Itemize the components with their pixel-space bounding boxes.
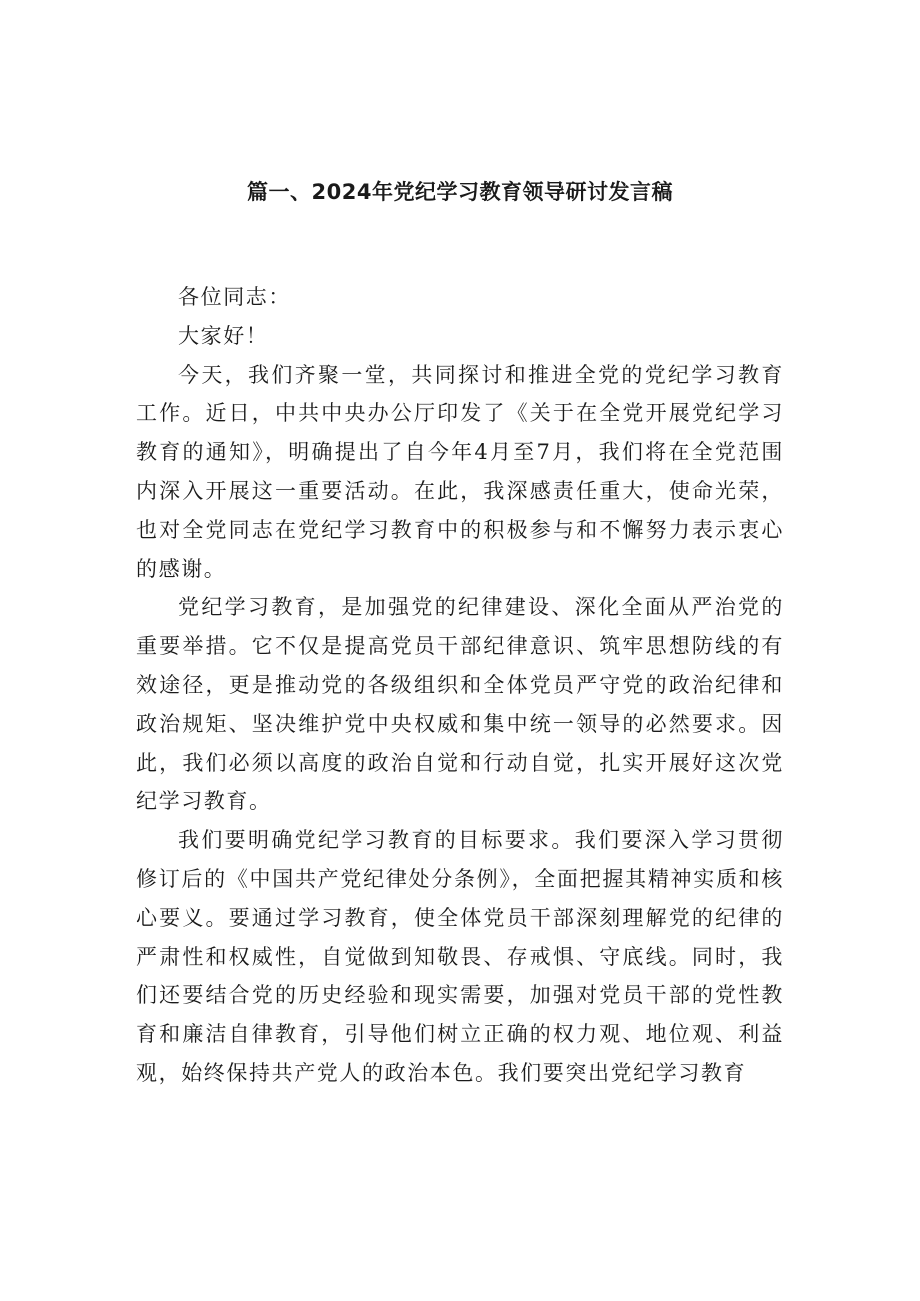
body-paragraph: 今天，我们齐聚一堂，共同探讨和推进全党的党纪学习教育工作。近日，中共中央办公厅印发了《关于在全党开展党纪学习教育的通知》，明确提出了自今年4月至7月，我们将在全党范围内深入开展这一重要活动。在此，我深感责任重大，使命光荣，也对全党同志在党纪学习教育中的积极参与和不懈努力表示衷心的感谢。 (136, 362, 784, 581)
document-body (136, 278, 784, 1093)
salutation: 各位同志： (178, 285, 291, 309)
body-paragraph: 我们要明确党纪学习教育的目标要求。我们要深入学习贯彻修订后的《中国共产党纪律处分条例》，全面把握其精神实质和核心要义。要通过学习教育，使全体党员干部深刻理解党的纪律的严肃性和权威性，自觉做到知敬畏、存戒惧、守底线。同时，我们还要结合党的历史经验和现实需要，加强对党员干部的党性教育和廉洁自律教育，引导他们树立正确的权力观、地位观、利益观，始终保持共产党人的政治本色。我们要突出党纪学习教育 (136, 828, 784, 1085)
greeting: 大家好！ (178, 323, 269, 348)
document-title: 篇一、2024年党纪学习教育领导研讨发言稿 (247, 180, 673, 204)
body-paragraph: 党纪学习教育，是加强党的纪律建设、深化全面从严治党的重要举措。它不仅是提高党员干部纪律意识、筑牢思想防线的有效途径，更是推动党的各级组织和全体党员严守党的政治纪律和政治规矩、坚决维护党中央权威和集中统一领导的必然要求。因此，我们必须以高度的政治自觉和行动自觉，扎实开展好这次党纪学习教育。 (136, 595, 784, 814)
